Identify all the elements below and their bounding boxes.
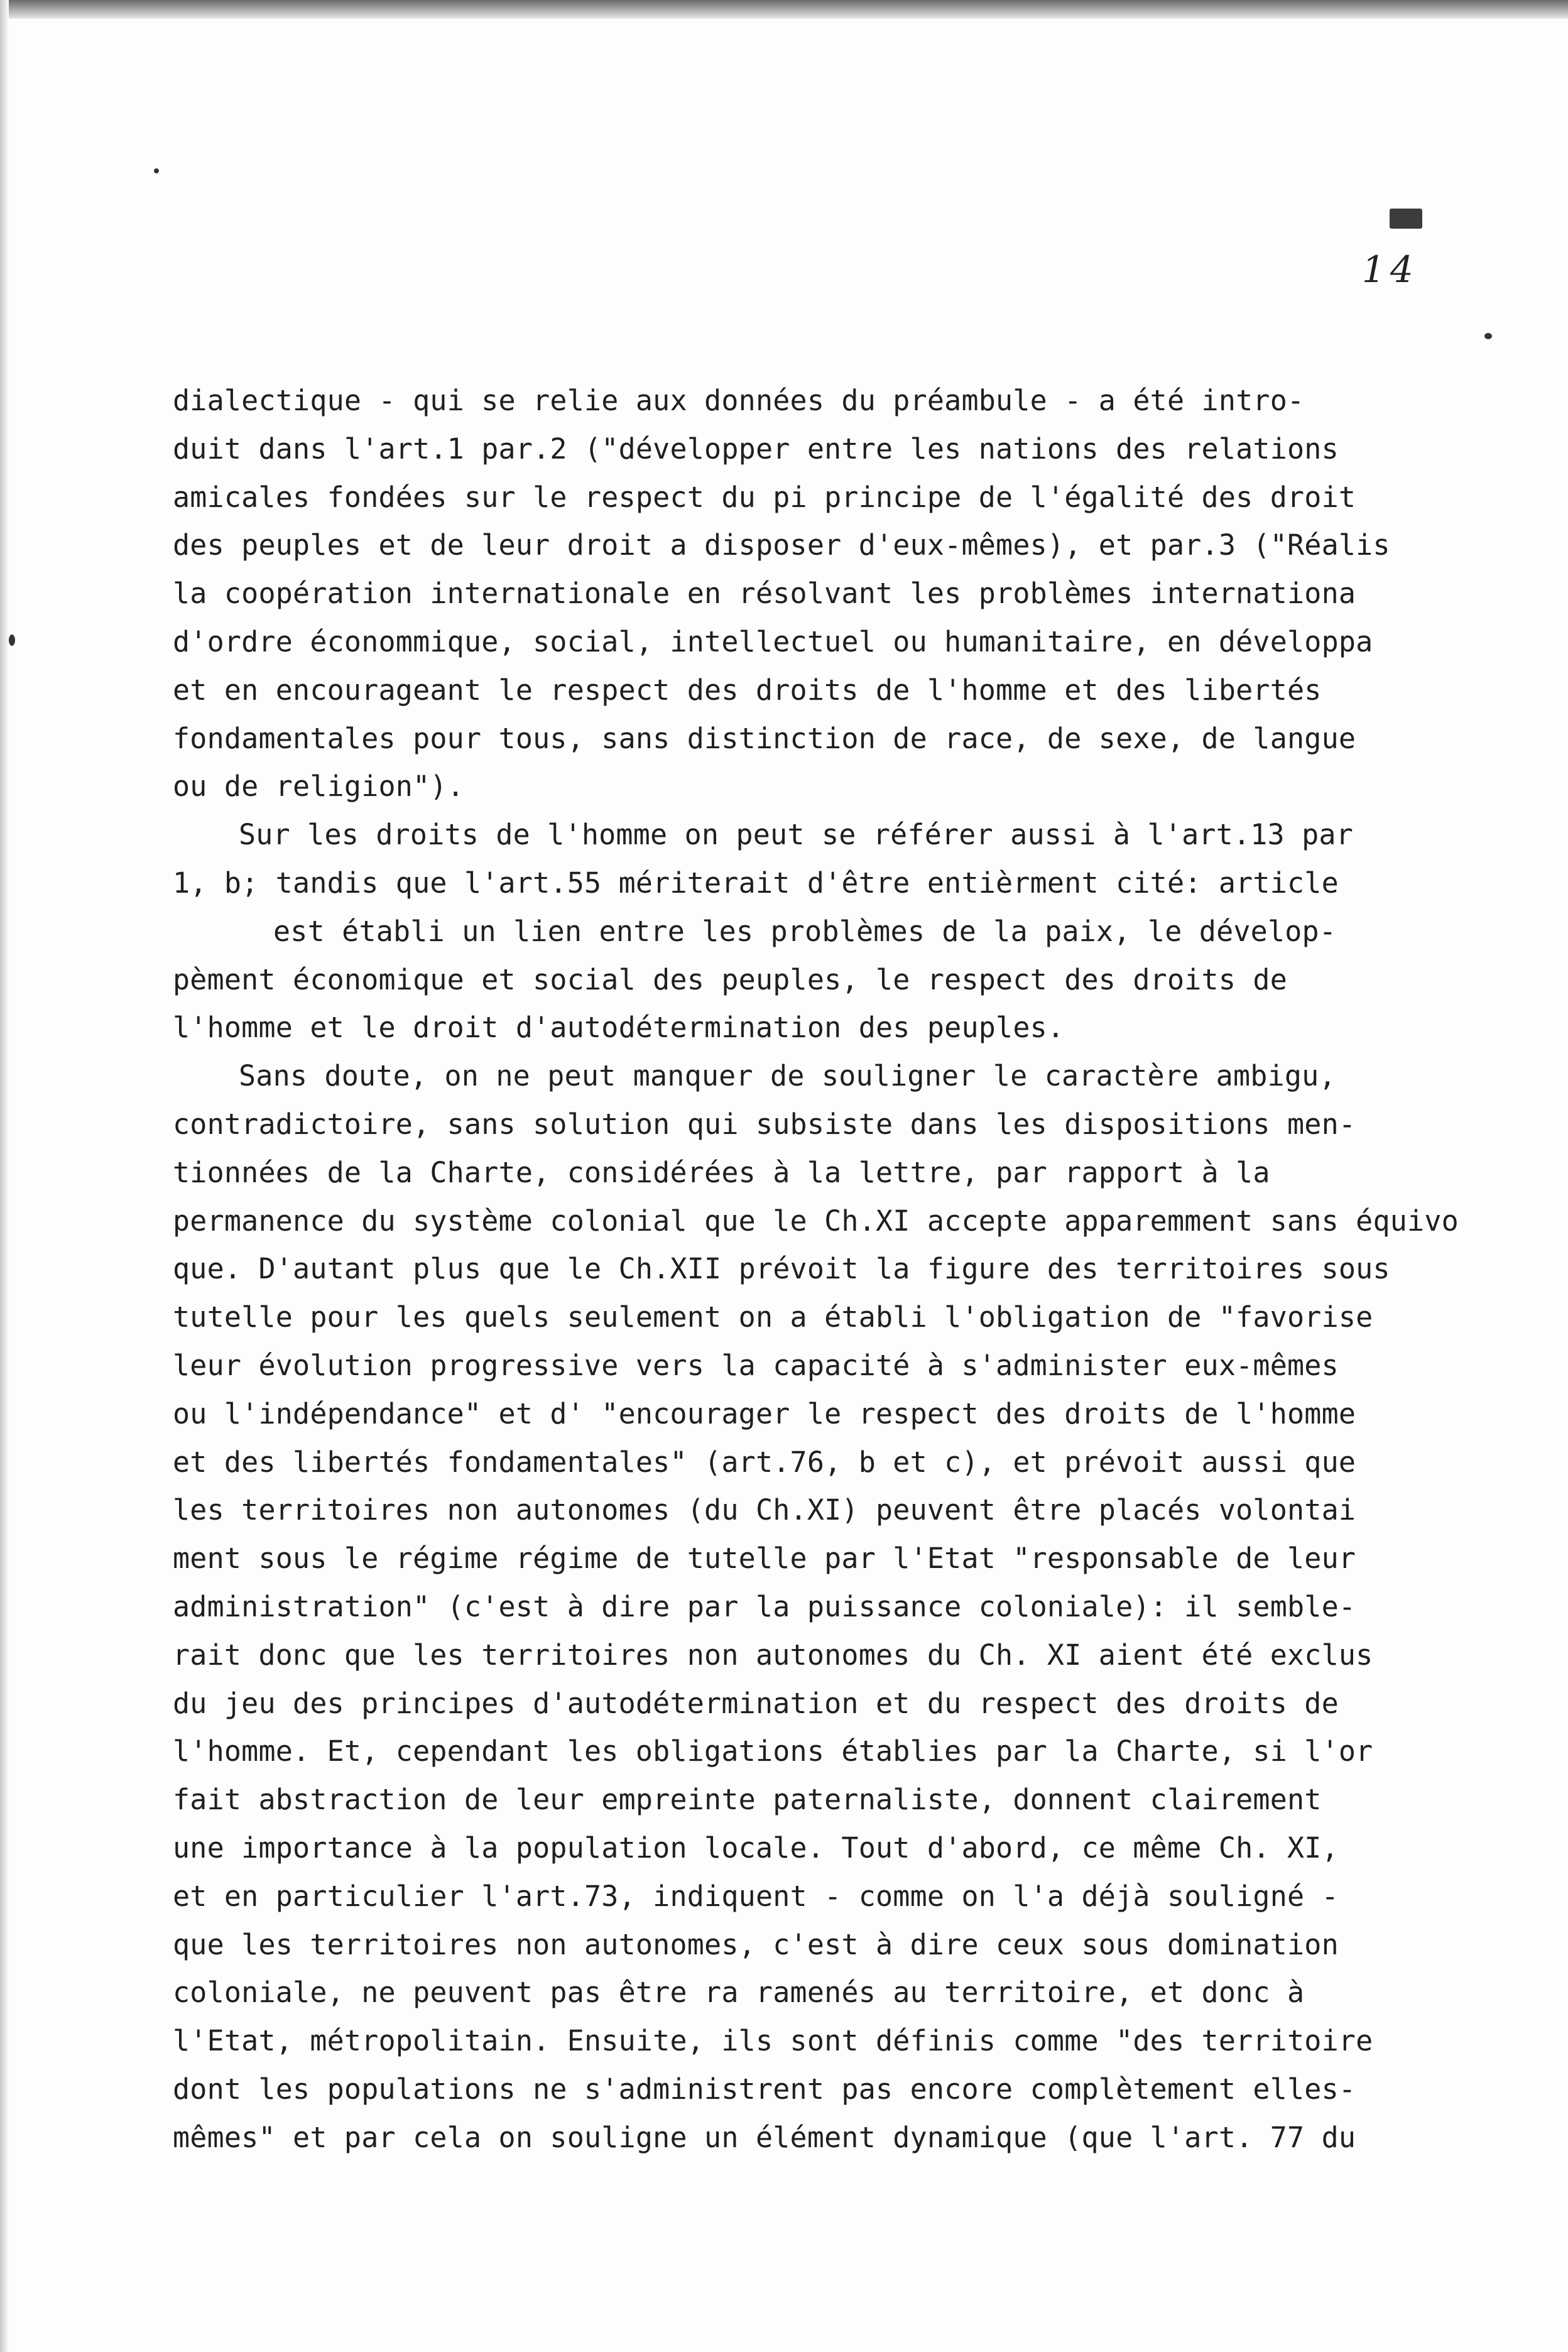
- text-line: contradictoire, sans solution qui subsiste dans les dispositions men-: [173, 1107, 1356, 1141]
- text-line: des peuples et de leur droit a disposer d'eux-mêmes), et par.3 ("Réalis: [173, 528, 1390, 562]
- text-line: l'homme. Et, cependant les obligations établies par la Charte, si l'or: [173, 1734, 1373, 1768]
- text-line: tutelle pour les quels seulement on a établi l'obligation de "favorise: [173, 1300, 1373, 1334]
- text-line: duit dans l'art.1 par.2 ("développer entre les nations des relations: [173, 432, 1339, 466]
- text-line: et en encourageant le respect des droits de l'homme et des libertés: [173, 673, 1322, 707]
- text-line: ou l'indépendance" et d' "encourager le respect des droits de l'homme: [173, 1396, 1356, 1430]
- text-line: la coopération internationale en résolvant les problèmes internationa: [173, 577, 1356, 611]
- text-line: amicales fondées sur le respect du pi principe de l'égalité des droit: [173, 480, 1356, 514]
- text-line: tionnées de la Charte, considérées à la lettre, par rapport à la: [173, 1155, 1270, 1189]
- scan-left-edge: [0, 0, 9, 2352]
- text-line: ou de religion").: [173, 770, 464, 803]
- text-line: dont les populations ne s'administrent pas encore complètement elles-: [173, 2072, 1356, 2106]
- scan-speck: [1484, 333, 1492, 339]
- text-line: que les territoires non autonomes, c'est à dire ceux sous domination: [173, 1927, 1339, 1961]
- paragraph-start-line: Sans doute, on ne peut manquer de souligner le caractère ambigu,: [239, 1059, 1336, 1093]
- text-line: fondamentales pour tous, sans distinction de race, de sexe, de langue: [173, 721, 1356, 755]
- text-line: coloniale, ne peuvent pas être ra ramenés au territoire, et donc à: [173, 1976, 1305, 2010]
- text-line: du jeu des principes d'autodétermination et du respect des droits de: [173, 1686, 1339, 1720]
- paragraph-start-line: Sur les droits de l'homme on peut se référer aussi à l'art.13 par: [239, 818, 1353, 852]
- text-line: fait abstraction de leur empreinte paternaliste, donnent clairement: [173, 1783, 1322, 1817]
- text-line: est établi un lien entre les problèmes de la paix, le dévelop-: [273, 914, 1337, 948]
- text-line: l'homme et le droit d'autodétermination des peuples.: [173, 1011, 1065, 1045]
- text-line: rait donc que les territoires non autonomes du Ch. XI aient été exclus: [173, 1638, 1373, 1672]
- scan-speck: [154, 168, 159, 173]
- struck-out-mark: [1390, 209, 1422, 229]
- typed-body-text: [173, 377, 1517, 2162]
- text-line: mêmes" et par cela on souligne un élément dynamique (que l'art. 77 du: [173, 2120, 1356, 2154]
- text-line: l'Etat, métropolitain. Ensuite, ils sont définis comme "des territoire: [173, 2024, 1373, 2058]
- text-line: et en particulier l'art.73, indiquent - comme on l'a déjà souligné -: [173, 1879, 1339, 1913]
- text-line: leur évolution progressive vers la capacité à s'administer eux-mêmes: [173, 1348, 1339, 1382]
- text-line: administration" (c'est à dire par la puissance coloniale): il semble-: [173, 1589, 1356, 1623]
- page-number: 14: [1362, 248, 1418, 291]
- text-line: que. D'autant plus que le Ch.XII prévoit la figure des territoires sous: [173, 1252, 1390, 1286]
- scan-speck: [9, 634, 15, 646]
- text-line: dialectique - qui se relie aux données du préambule - a été intro-: [173, 384, 1305, 417]
- text-line: une importance à la population locale. Tout d'abord, ce même Ch. XI,: [173, 1831, 1339, 1865]
- text-line: 1, b; tandis que l'art.55 mériterait d'être entièrment cité: article: [173, 866, 1356, 900]
- text-line: et des libertés fondamentales" (art.76, b et c), et prévoit aussi que: [173, 1445, 1356, 1479]
- text-line: d'ordre économmique, social, intellectuel ou humanitaire, en développa: [173, 624, 1373, 658]
- scan-top-edge: [0, 0, 1568, 19]
- text-line: permanence du système colonial que le Ch.XI accepte apparemment sans équivo: [173, 1204, 1459, 1238]
- text-line: les territoires non autonomes (du Ch.XI) peuvent être placés volontai: [173, 1493, 1356, 1527]
- text-line: ment sous le régime régime de tutelle par l'Etat "responsable de leur: [173, 1542, 1356, 1576]
- text-line: pèment économique et social des peuples, le respect des droits de: [173, 962, 1287, 996]
